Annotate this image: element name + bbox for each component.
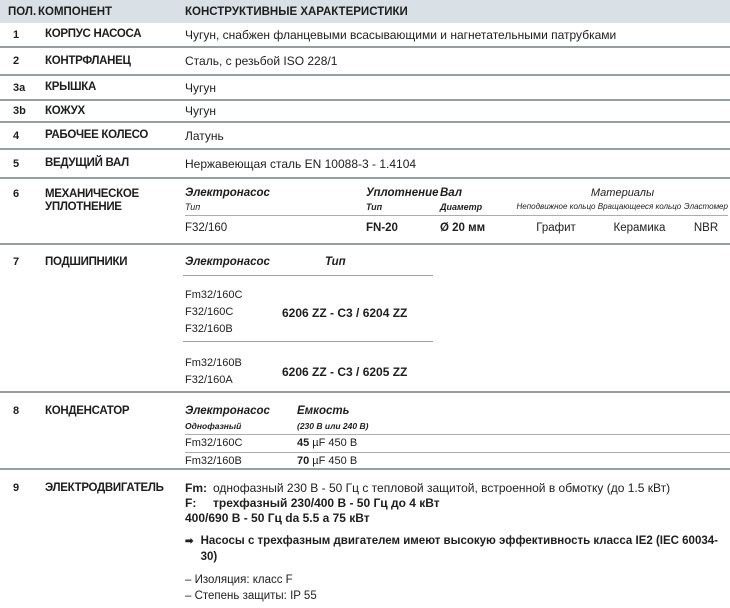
col-type: Тип bbox=[325, 256, 346, 268]
model: F32/160B bbox=[185, 323, 233, 335]
model: F32/160A bbox=[185, 374, 233, 386]
seal-subtable bbox=[185, 179, 730, 243]
capacitor-row bbox=[0, 393, 730, 470]
row-value: Латунь bbox=[185, 128, 224, 143]
motor-details bbox=[185, 470, 730, 608]
seal-shaft-diameter: Ø 20 мм bbox=[440, 222, 486, 234]
header-component: КОМПОНЕНТ bbox=[38, 5, 113, 18]
col-capacity-sub: (230 В или 240 В) bbox=[297, 421, 369, 431]
row-component: КОНДЕНСАТОР bbox=[45, 405, 130, 417]
model: Fm32/160C bbox=[185, 289, 243, 301]
seal-pump: F32/160 bbox=[185, 222, 228, 234]
row-component: КРЫШКА bbox=[45, 81, 97, 93]
capacity-number: 70 bbox=[297, 455, 310, 467]
divider bbox=[183, 341, 433, 342]
row-component: ПОДШИПНИКИ bbox=[45, 256, 128, 268]
row-pos: 5 bbox=[13, 157, 20, 170]
row-component: КОНТРФЛАНЕЦ bbox=[45, 54, 131, 67]
motor-row bbox=[0, 470, 730, 608]
bearings-head bbox=[185, 245, 730, 268]
capacitor-data-row bbox=[185, 452, 730, 467]
capacitor-data-row bbox=[185, 434, 730, 449]
row-component bbox=[45, 179, 185, 243]
capacity-value bbox=[297, 455, 357, 467]
seal-rotating-ring: Керамика bbox=[613, 222, 666, 234]
seal-stationary-ring: Графит bbox=[536, 222, 576, 234]
seal-type: FN-20 bbox=[366, 222, 398, 234]
row-pos: 1 bbox=[13, 28, 20, 41]
col-materials: Материалы bbox=[590, 187, 655, 199]
col-rotating-ring: Вращающееся кольцо bbox=[597, 202, 682, 211]
row-pos: 8 bbox=[13, 405, 20, 417]
model: F32/160C bbox=[185, 306, 234, 318]
bearings-group bbox=[185, 355, 730, 389]
header-characteristics: КОНСТРУКТИВНЫЕ ХАРАКТЕРИСТИКИ bbox=[185, 5, 408, 18]
fm-label: Fm: bbox=[185, 481, 207, 495]
note-text: Насосы с трехфазным двигателем имеют высокую эффективность класса IE2 (IEC 60034-30) bbox=[200, 535, 718, 563]
col-pump: Электронасос bbox=[185, 256, 270, 268]
table-header bbox=[0, 0, 730, 23]
bearings-group bbox=[185, 287, 730, 338]
row-value: Нержавеющая сталь EN 10088-3 - 1.4104 bbox=[185, 156, 417, 171]
divider bbox=[183, 275, 433, 276]
col-shaft: Вал bbox=[440, 187, 462, 199]
protection-line: – Степень защиты: IP 55 bbox=[185, 590, 317, 602]
table-row bbox=[0, 23, 730, 48]
table-row bbox=[0, 150, 730, 179]
row-pos: 4 bbox=[13, 129, 20, 142]
table-row bbox=[0, 48, 730, 76]
motor-f-line bbox=[185, 496, 730, 511]
row-component: КОЖУХ bbox=[45, 104, 85, 117]
table-row bbox=[0, 123, 730, 150]
divider bbox=[185, 215, 728, 216]
row-value: Чугун, снабжен фланцевыми всасывающими и нагнетательными патрубками bbox=[185, 27, 617, 42]
row-pos: 2 bbox=[13, 55, 20, 67]
seal-col-subnames bbox=[185, 202, 730, 212]
seal-data-row bbox=[185, 222, 730, 234]
motor-note bbox=[185, 533, 720, 565]
col-capacity: Емкость bbox=[297, 405, 350, 417]
bearings-row bbox=[0, 245, 730, 393]
bearing-type: 6206 ZZ - C3 / 6205 ZZ bbox=[282, 365, 408, 379]
row-value: Сталь, с резьбой ISO 228/1 bbox=[185, 54, 338, 68]
row-pos: 9 bbox=[13, 482, 20, 494]
capacity-unit: µF 450 В bbox=[309, 455, 358, 467]
component-line: МЕХАНИЧЕСКОЕ bbox=[45, 188, 139, 200]
bearings-models bbox=[185, 287, 282, 338]
model: Fm32/160B bbox=[185, 357, 242, 369]
insulation-line: – Изоляция: класс F bbox=[185, 574, 293, 586]
col-pump: Электронасос bbox=[185, 187, 270, 199]
seal-col-names bbox=[185, 187, 730, 199]
col-elastomer: Эластомер bbox=[684, 202, 728, 211]
model: Fm32/160C bbox=[185, 437, 243, 449]
row-value: Чугун bbox=[185, 80, 217, 95]
capacitor-subtable bbox=[185, 393, 730, 468]
motor-voltage-line: 400/690 В - 50 Гц da 5.5 a 75 кВт bbox=[185, 511, 370, 525]
col-pump: Электронасос bbox=[185, 405, 270, 417]
motor-fm-line bbox=[185, 481, 730, 496]
component-line: УПЛОТНЕНИЕ bbox=[45, 201, 122, 213]
capacity-unit: µF 450 В bbox=[309, 437, 358, 449]
col-pump-sub: Тип bbox=[185, 202, 201, 212]
f-label: F: bbox=[185, 496, 197, 510]
col-pump-sub: Однофазный bbox=[185, 421, 242, 431]
row-pos: 6 bbox=[13, 188, 20, 200]
table-row bbox=[0, 101, 730, 123]
seal-elastomer: NBR bbox=[693, 222, 719, 234]
fm-text: однофазный 230 В - 50 Гц с тепловой защитой, встроенной в обмотку (до 1.5 кВт) bbox=[213, 481, 671, 495]
row-component: КОРПУС НАСОСА bbox=[45, 28, 142, 40]
row-component: РАБОЧЕЕ КОЛЕСО bbox=[45, 129, 148, 141]
header-pos: ПОЛ. bbox=[8, 5, 37, 18]
row-component: ЭЛЕКТРОДВИГАТЕЛЬ bbox=[45, 482, 164, 494]
bearings-subtable bbox=[185, 245, 730, 391]
row-component: ВЕДУЩИЙ ВАЛ bbox=[45, 157, 129, 169]
mechanical-seal-row bbox=[0, 179, 730, 245]
col-seal: Уплотнение bbox=[366, 187, 439, 199]
row-pos: 3a bbox=[13, 81, 26, 94]
col-shaft-sub: Диаметр bbox=[440, 202, 483, 212]
row-pos: 3b bbox=[13, 105, 26, 117]
table-row bbox=[0, 76, 730, 101]
f-text: трехфазный 230/400 В - 50 Гц до 4 кВт bbox=[213, 496, 440, 510]
bearing-type: 6206 ZZ - C3 / 6204 ZZ bbox=[282, 305, 408, 320]
col-stationary-ring: Неподвижное кольцо bbox=[516, 202, 596, 211]
row-value: Чугун bbox=[185, 104, 217, 118]
capacitor-head bbox=[185, 393, 730, 417]
row-pos: 7 bbox=[13, 256, 20, 268]
capacitor-subhead bbox=[185, 421, 730, 431]
bearings-models bbox=[185, 355, 282, 389]
model: Fm32/160B bbox=[185, 455, 242, 467]
col-seal-sub: Тип bbox=[366, 202, 383, 212]
capacity-number: 45 bbox=[297, 437, 310, 449]
capacity-value bbox=[297, 437, 357, 449]
arrow-right-icon: ➡ bbox=[185, 536, 194, 547]
